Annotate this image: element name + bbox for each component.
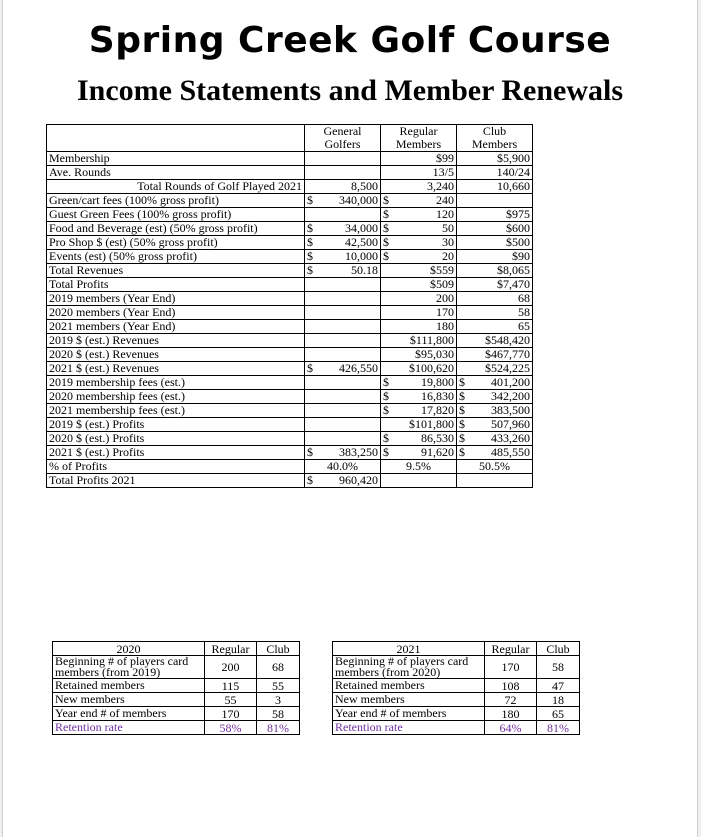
row-label: % of Profits <box>47 460 305 474</box>
cell-regular: 200 <box>381 292 457 306</box>
row-label: 2020 membership fees (est.) <box>47 390 305 404</box>
income-statement-table <box>46 124 533 488</box>
row-label: Total Revenues <box>47 264 305 278</box>
cell-regular: 9.5% <box>381 460 457 474</box>
cell-club: 68 <box>257 656 300 679</box>
row-label: 2020 members (Year End) <box>47 306 305 320</box>
money-value: $ 342,200 <box>459 389 530 403</box>
cell-regular <box>381 376 457 390</box>
col-club: Club <box>257 642 300 656</box>
cell-general <box>305 348 381 362</box>
money-value: $ 20 <box>383 249 454 263</box>
money-value: $ 19,800 <box>383 375 454 389</box>
table-row <box>333 721 580 735</box>
col-regular: Regular <box>205 642 257 656</box>
cell-club <box>457 446 533 460</box>
table-row <box>47 376 533 390</box>
money-value: $ 30 <box>383 235 454 249</box>
money-value: $ 485,550 <box>459 445 530 459</box>
table-row <box>47 432 533 446</box>
cell-general <box>305 418 381 432</box>
cell-regular: 115 <box>205 679 257 693</box>
money-value: $ 383,250 <box>307 445 378 459</box>
cell-general <box>305 250 381 264</box>
table-row <box>47 292 533 306</box>
cell-club: 47 <box>537 679 580 693</box>
cell-general <box>305 278 381 292</box>
cell-club: $500 <box>457 236 533 250</box>
table-row <box>47 236 533 250</box>
cell-club: 55 <box>257 679 300 693</box>
cell-club <box>457 194 533 208</box>
table-row <box>47 334 533 348</box>
table-row <box>53 679 300 693</box>
header-row <box>47 125 533 152</box>
cell-club <box>457 474 533 488</box>
header-general: General Golfers <box>305 125 381 152</box>
cell-regular: 13/5 <box>381 166 457 180</box>
row-label: Year end # of members <box>53 707 205 721</box>
renewal-table-2020 <box>52 641 300 735</box>
cell-general <box>305 446 381 460</box>
cell-regular: $111,800 <box>381 334 457 348</box>
table-row <box>47 460 533 474</box>
cell-club: $90 <box>457 250 533 264</box>
cell-regular: 170 <box>205 707 257 721</box>
cell-club: 18 <box>537 693 580 707</box>
row-label: 2020 $ (est.) Profits <box>47 432 305 446</box>
table-row <box>47 474 533 488</box>
cell-general <box>305 362 381 376</box>
row-label: Retention rate <box>333 721 485 735</box>
cell-general <box>305 390 381 404</box>
money-value: $ 16,830 <box>383 389 454 403</box>
row-label: Retention rate <box>53 721 205 735</box>
cell-club: $5,900 <box>457 152 533 166</box>
document-page <box>2 0 698 837</box>
cell-regular: 108 <box>485 679 537 693</box>
row-label: New members <box>53 693 205 707</box>
cell-general <box>305 306 381 320</box>
cell-regular <box>381 208 457 222</box>
col-regular: Regular <box>485 642 537 656</box>
cell-general <box>305 166 381 180</box>
row-label: Pro Shop $ (est) (50% gross profit) <box>47 236 305 250</box>
row-label: 2021 $ (est.) Profits <box>47 446 305 460</box>
header-regular: Regular Members <box>381 125 457 152</box>
money-value: $ 86,530 <box>383 431 454 445</box>
table-row <box>47 320 533 334</box>
cell-regular: $95,030 <box>381 348 457 362</box>
year-label: 2020 <box>53 642 205 656</box>
cell-regular <box>381 390 457 404</box>
table-row <box>53 721 300 735</box>
row-label: 2019 members (Year End) <box>47 292 305 306</box>
cell-regular <box>381 250 457 264</box>
row-label: 2019 $ (est.) Profits <box>47 418 305 432</box>
cell-regular: 180 <box>381 320 457 334</box>
cell-regular: 55 <box>205 693 257 707</box>
cell-regular: 200 <box>205 656 257 679</box>
cell-club: $548,420 <box>457 334 533 348</box>
header-club: Club Members <box>457 125 533 152</box>
row-label: 2021 $ (est.) Revenues <box>47 362 305 376</box>
cell-club <box>457 376 533 390</box>
year-label: 2021 <box>333 642 485 656</box>
cell-general <box>305 432 381 446</box>
row-label: 2019 $ (est.) Revenues <box>47 334 305 348</box>
table-row <box>53 707 300 721</box>
cell-regular: 3,240 <box>381 180 457 194</box>
table-row <box>333 679 580 693</box>
cell-regular <box>381 432 457 446</box>
money-value: $ 383,500 <box>459 403 530 417</box>
table-row <box>333 707 580 721</box>
money-value: $ 426,550 <box>307 361 378 375</box>
table-row <box>47 166 533 180</box>
cell-general <box>305 222 381 236</box>
cell-regular <box>381 236 457 250</box>
cell-club: 140/24 <box>457 166 533 180</box>
table-row <box>47 306 533 320</box>
row-label: 2021 members (Year End) <box>47 320 305 334</box>
renewal-table-2021 <box>332 641 580 735</box>
cell-regular <box>381 446 457 460</box>
row-label: Food and Beverage (est) (50% gross profit) <box>47 222 305 236</box>
money-value: $ 42,500 <box>307 235 378 249</box>
cell-club: 65 <box>537 707 580 721</box>
row-label: Retained members <box>333 679 485 693</box>
table-row <box>53 693 300 707</box>
row-label: 2021 membership fees (est.) <box>47 404 305 418</box>
row-label: Beginning # of players card members (from 2019) <box>53 656 205 679</box>
cell-regular <box>381 222 457 236</box>
row-label: Guest Green Fees (100% gross profit) <box>47 208 305 222</box>
cell-club: 50.5% <box>457 460 533 474</box>
cell-club: $7,470 <box>457 278 533 292</box>
row-label: Ave. Rounds <box>47 166 305 180</box>
row-label: Events (est) (50% gross profit) <box>47 250 305 264</box>
cell-regular: 72 <box>485 693 537 707</box>
cell-club: 10,660 <box>457 180 533 194</box>
cell-regular <box>381 474 457 488</box>
table-row <box>47 390 533 404</box>
cell-general <box>305 334 381 348</box>
table-row <box>47 152 533 166</box>
table-row <box>47 222 533 236</box>
table-row <box>47 250 533 264</box>
money-value: $ 507,960 <box>459 417 530 431</box>
table-row <box>333 693 580 707</box>
col-club: Club <box>537 642 580 656</box>
money-value: $ 401,200 <box>459 375 530 389</box>
cell-club <box>457 432 533 446</box>
row-label: Retained members <box>53 679 205 693</box>
cell-regular: 58% <box>205 721 257 735</box>
cell-club: 58 <box>537 656 580 679</box>
cell-regular: $509 <box>381 278 457 292</box>
cell-club: $467,770 <box>457 348 533 362</box>
row-label: Green/cart fees (100% gross profit) <box>47 194 305 208</box>
money-value: $ 17,820 <box>383 403 454 417</box>
table-row <box>53 656 300 679</box>
cell-club: $8,065 <box>457 264 533 278</box>
cell-general <box>305 404 381 418</box>
cell-regular: 170 <box>381 306 457 320</box>
money-value: $ 240 <box>383 193 454 207</box>
row-label: Beginning # of players card members (from 2020) <box>333 656 485 679</box>
money-value: $ 91,620 <box>383 445 454 459</box>
cell-general <box>305 376 381 390</box>
table-row <box>47 418 533 432</box>
row-label: Total Rounds of Golf Played 2021 <box>47 180 305 194</box>
cell-general <box>305 236 381 250</box>
page-title: Spring Creek Golf Course <box>88 20 612 61</box>
cell-club: 58 <box>457 306 533 320</box>
table-row <box>333 656 580 679</box>
money-value: $ 340,000 <box>307 193 378 207</box>
cell-club: $975 <box>457 208 533 222</box>
cell-regular: 64% <box>485 721 537 735</box>
money-value: $ 50 <box>383 221 454 235</box>
cell-club: 58 <box>257 707 300 721</box>
cell-club <box>457 418 533 432</box>
row-label: Total Profits 2021 <box>47 474 305 488</box>
cell-club <box>457 390 533 404</box>
money-value: $ 960,420 <box>307 473 378 487</box>
table-row <box>47 404 533 418</box>
row-label: New members <box>333 693 485 707</box>
cell-club: 81% <box>257 721 300 735</box>
cell-club: $600 <box>457 222 533 236</box>
cell-general <box>305 152 381 166</box>
row-label: 2019 membership fees (est.) <box>47 376 305 390</box>
cell-regular: $100,620 <box>381 362 457 376</box>
money-value: $ 50.18 <box>307 263 378 277</box>
table-row <box>47 446 533 460</box>
money-value: $ 10,000 <box>307 249 378 263</box>
cell-regular: $559 <box>381 264 457 278</box>
cell-general <box>305 474 381 488</box>
cell-general <box>305 320 381 334</box>
cell-general: 8,500 <box>305 180 381 194</box>
cell-general <box>305 264 381 278</box>
row-label: 2020 $ (est.) Revenues <box>47 348 305 362</box>
table-row <box>47 362 533 376</box>
page-subtitle: Income Statements and Member Renewals <box>76 74 624 107</box>
table-row <box>47 264 533 278</box>
cell-club: 65 <box>457 320 533 334</box>
cell-club: 68 <box>457 292 533 306</box>
cell-regular: 180 <box>485 707 537 721</box>
cell-regular: 170 <box>485 656 537 679</box>
money-value: $ 433,260 <box>459 431 530 445</box>
table-row <box>47 278 533 292</box>
cell-regular: $99 <box>381 152 457 166</box>
cell-general <box>305 292 381 306</box>
cell-club: 3 <box>257 693 300 707</box>
cell-regular <box>381 194 457 208</box>
cell-general <box>305 194 381 208</box>
table-row <box>47 194 533 208</box>
table-row <box>47 180 533 194</box>
table-row <box>47 208 533 222</box>
row-label: Membership <box>47 152 305 166</box>
header-blank <box>47 125 305 152</box>
cell-general <box>305 208 381 222</box>
cell-general: 40.0% <box>305 460 381 474</box>
row-label: Year end # of members <box>333 707 485 721</box>
cell-club: 81% <box>537 721 580 735</box>
cell-club: $524,225 <box>457 362 533 376</box>
money-value: $ 120 <box>383 207 454 221</box>
cell-regular <box>381 404 457 418</box>
money-value: $ 34,000 <box>307 221 378 235</box>
row-label: Total Profits <box>47 278 305 292</box>
cell-regular: $101,800 <box>381 418 457 432</box>
cell-club <box>457 404 533 418</box>
table-row <box>47 348 533 362</box>
